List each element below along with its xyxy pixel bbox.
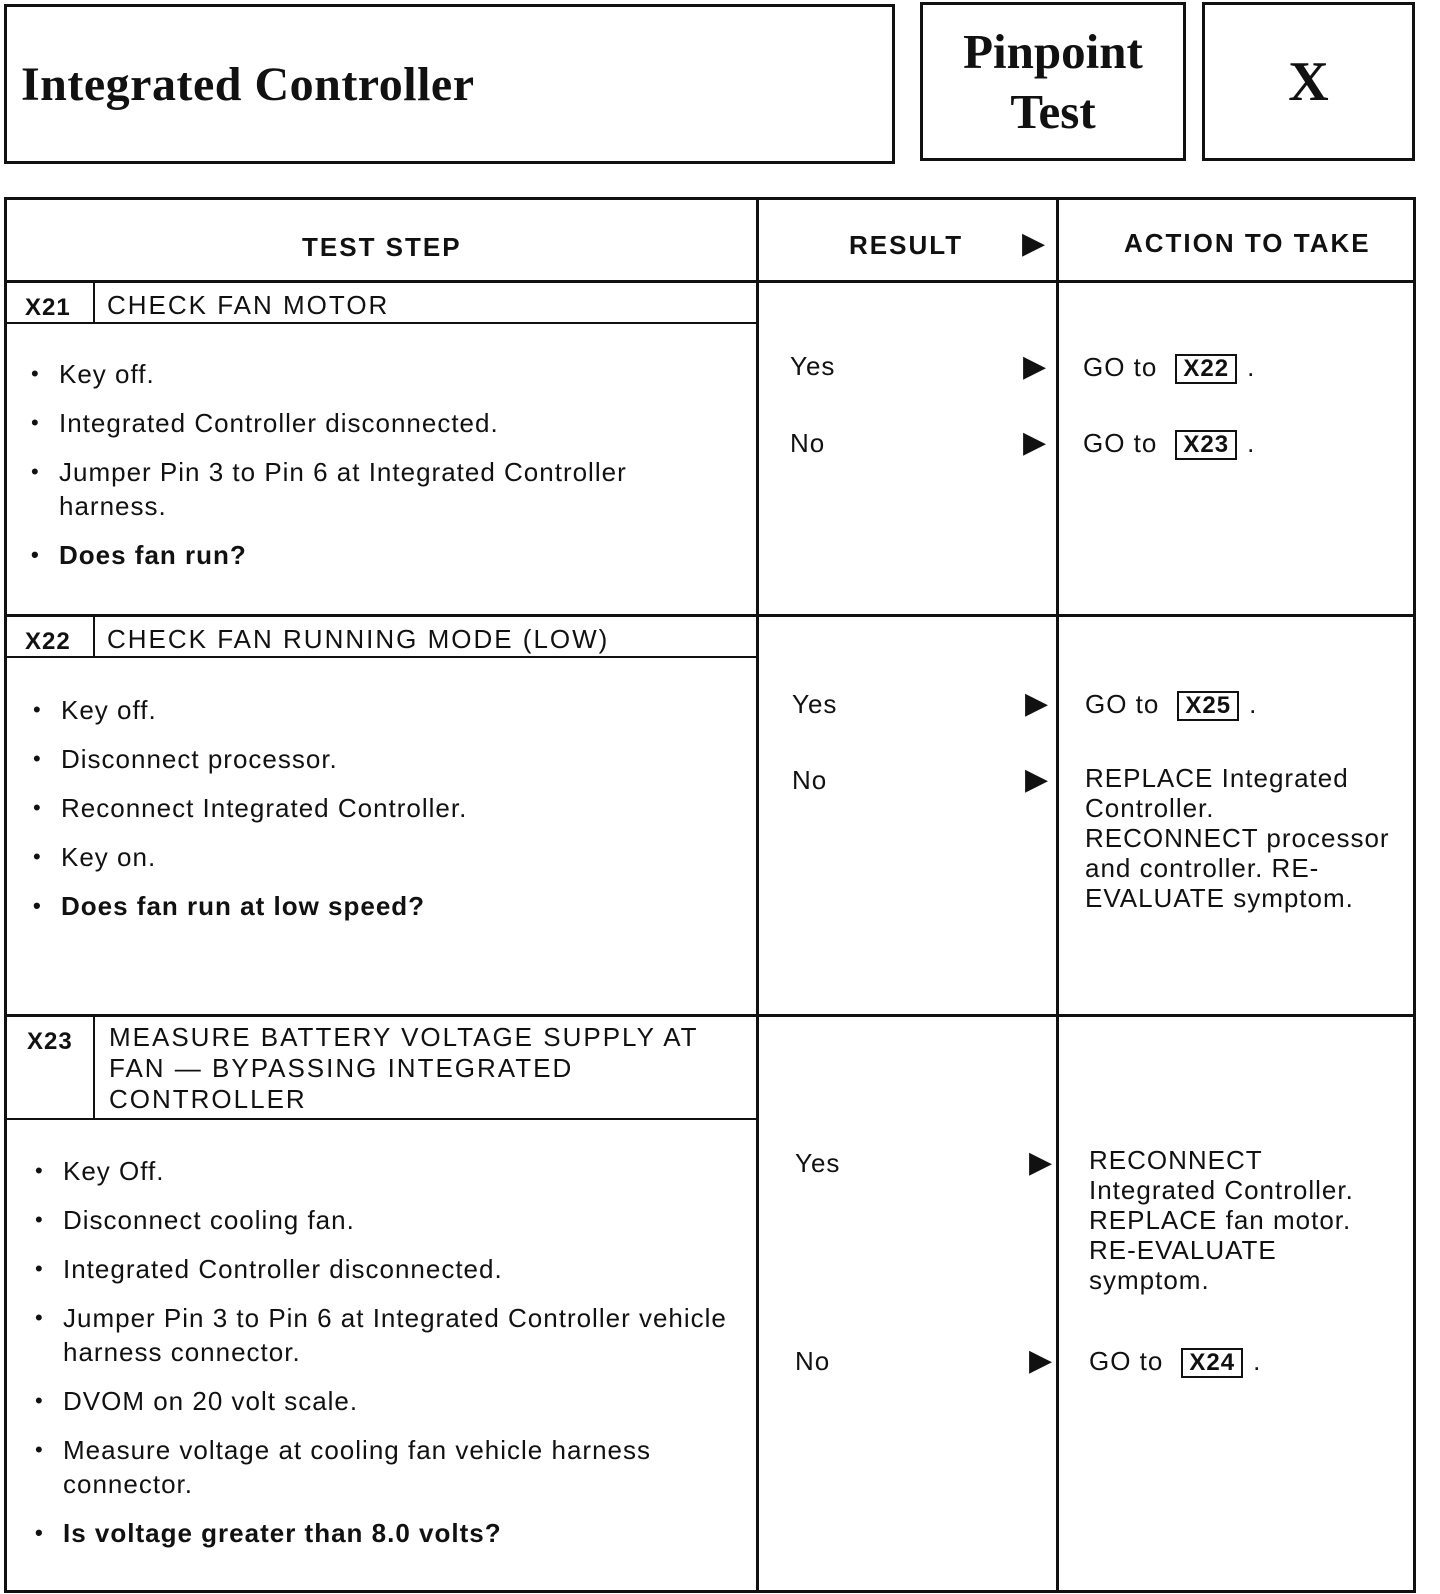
list-item: • Jumper Pin 3 to Pin 6 at Integrated Controller harness. [31,455,731,523]
header-title-box [4,4,895,164]
list-item: • Key off. [33,693,733,727]
column-header-result: RESULT [849,230,964,260]
ref-box-x24[interactable]: X24 [1181,1348,1243,1378]
x21-step-list [31,357,731,587]
x21-row-divider [7,614,1413,617]
ref-box-x25[interactable]: X25 [1177,691,1239,721]
test-code-box [1202,2,1415,161]
column-header-test-step: TEST STEP [302,232,462,262]
ref-box-x22[interactable]: X22 [1175,354,1237,384]
test-label: Test [1010,83,1096,139]
x21-step-id: X21 [25,294,71,321]
go-to-label: GO to [1089,1346,1164,1376]
x22-result-no: No [792,765,828,795]
x22-action-no: REPLACE Integrated Controller. RECONNECT processor and controller. RE- EVALUATE symptom. [1085,763,1390,913]
go-to-label: GO to [1083,352,1158,382]
list-item: • Disconnect cooling fan. [35,1203,735,1237]
list-item: • Measure voltage at cooling fan vehicle harness connector. [35,1433,735,1501]
x22-no-arrow-icon: ▶ [1025,763,1049,796]
x21-yes-arrow-icon: ▶ [1023,350,1047,383]
list-item: • Integrated Controller disconnected. [31,406,731,440]
x21-result-no: No [790,428,826,458]
x22-step-list [33,693,733,938]
x21-action-yes: GO to X22 . [1083,352,1256,382]
list-item: • Integrated Controller disconnected. [35,1252,735,1286]
pinpoint-table [4,197,1416,1593]
x21-action-no: GO to X23 . [1083,428,1256,458]
x21-no-arrow-icon: ▶ [1023,426,1047,459]
x23-no-arrow-icon: ▶ [1029,1344,1053,1377]
divider-test-result [756,200,759,1593]
x22-yes-arrow-icon: ▶ [1025,687,1049,720]
list-item: • Key off. [31,357,731,391]
list-item: • DVOM on 20 volt scale. [35,1384,735,1418]
x22-row-divider [7,1014,1413,1017]
go-to-label: GO to [1083,428,1158,458]
x22-id-divider [93,617,95,657]
list-item: • Disconnect processor. [33,742,733,776]
go-to-label: GO to [1085,689,1160,719]
x23-yes-arrow-icon: ▶ [1029,1146,1053,1179]
x21-id-divider [93,283,95,323]
list-item: • Key on. [33,840,733,874]
list-item-question: • Is voltage greater than 8.0 volts? [35,1516,735,1550]
list-item: • Jumper Pin 3 to Pin 6 at Integrated Controller vehicle harness connector. [35,1301,735,1369]
list-item: • Key Off. [35,1154,735,1188]
result-arrow-icon: ▶ [1022,227,1046,260]
pinpoint-test-box [920,2,1186,161]
x23-step-id: X23 [27,1028,73,1055]
x23-title-underline [7,1118,757,1120]
x22-result-yes: Yes [792,689,838,719]
x22-title-underline [7,656,757,658]
x22-action-yes: GO to X25 . [1085,689,1258,719]
x23-action-yes: RECONNECT Integrated Controller. REPLACE fan motor. RE-EVALUATE symptom. [1089,1145,1354,1295]
x21-result-yes: Yes [790,351,836,381]
x23-action-no: GO to X24 . [1089,1346,1262,1376]
list-item-question: • Does fan run at low speed? [33,889,733,923]
page-title: Integrated Controller [21,57,475,111]
x23-result-no: No [795,1346,831,1376]
list-item: • Reconnect Integrated Controller. [33,791,733,825]
test-code: X [1288,50,1329,113]
x22-step-title: CHECK FAN RUNNING MODE (LOW) [107,624,610,654]
x21-step-title: CHECK FAN MOTOR [107,290,390,320]
x23-step-list [35,1154,735,1565]
x21-title-underline [7,322,757,324]
column-header-action: ACTION TO TAKE [1124,228,1371,258]
divider-result-action [1056,200,1059,1593]
x22-step-id: X22 [25,628,71,655]
x23-result-yes: Yes [795,1148,841,1178]
ref-box-x23[interactable]: X23 [1175,430,1237,460]
header-row-divider [7,280,1413,283]
x23-id-divider [93,1017,95,1119]
x23-step-title: MEASURE BATTERY VOLTAGE SUPPLY AT FAN — BYPASSING INTEGRATED CONTROLLER [109,1022,699,1114]
pinpoint-label: Pinpoint [963,23,1143,79]
list-item-question: • Does fan run? [31,538,731,572]
